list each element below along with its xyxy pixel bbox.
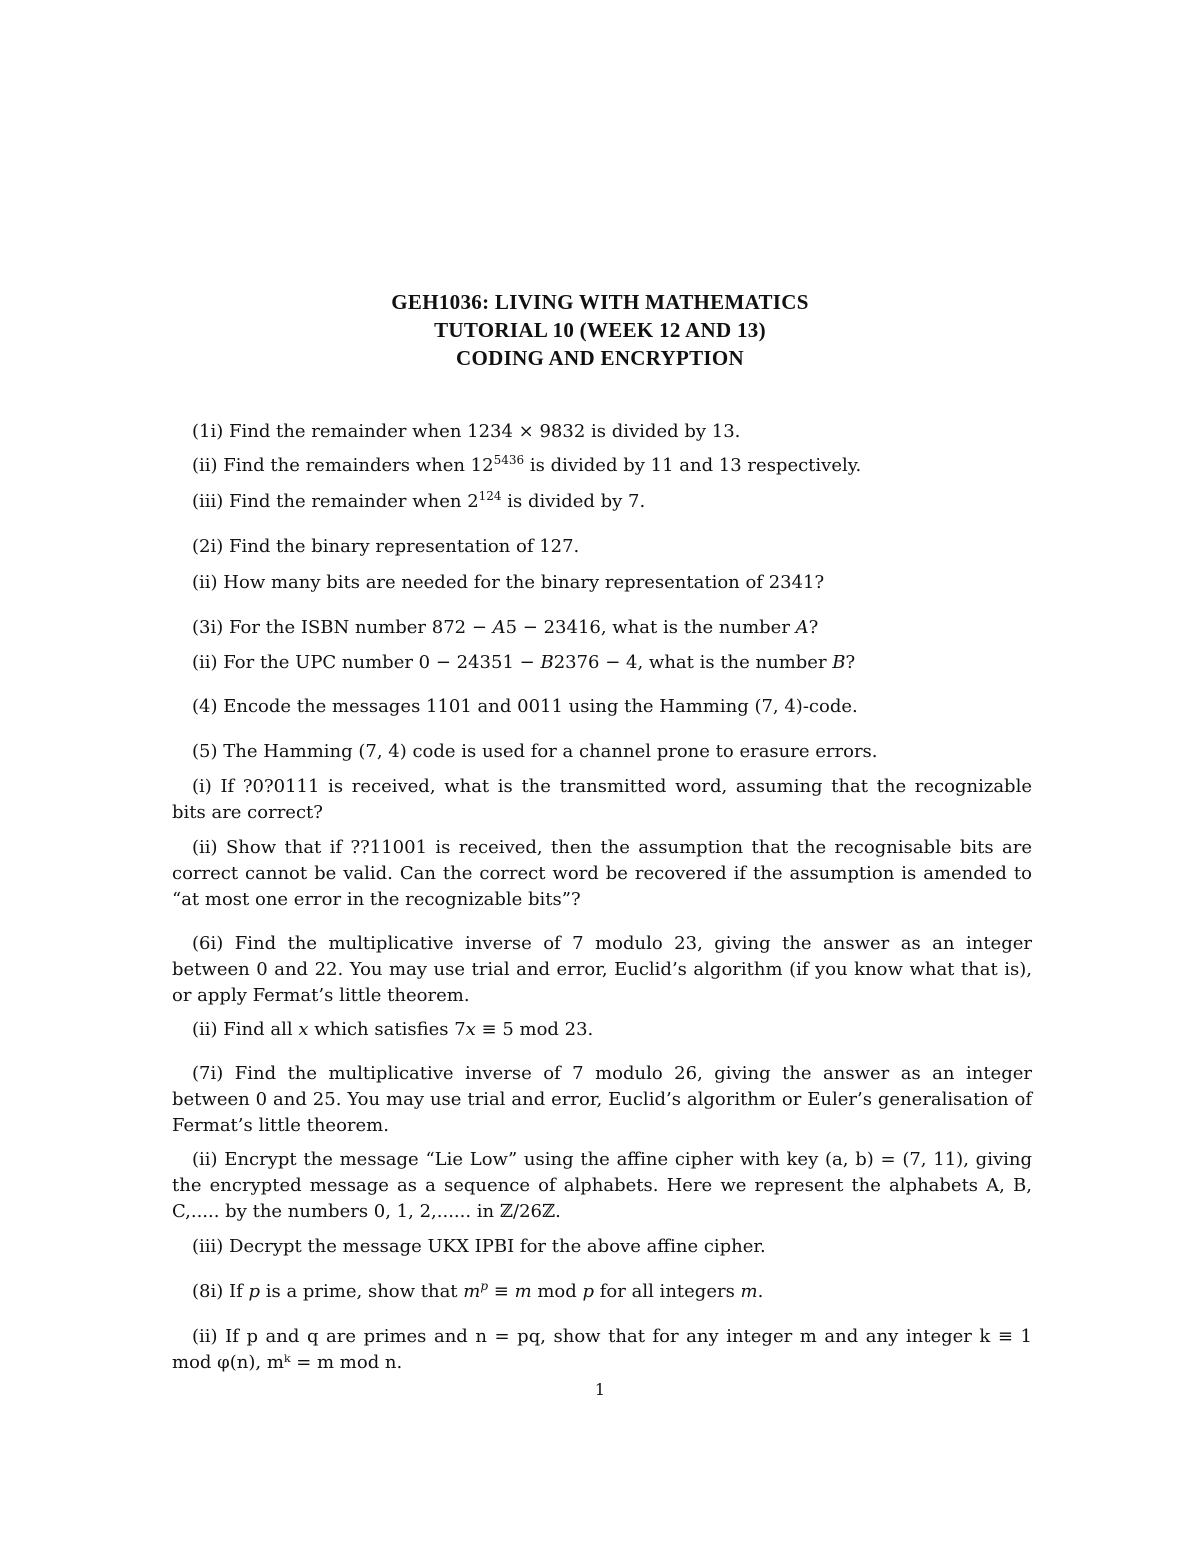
q5-i-text: (i) If ?0?0111 is received, what is the transmitted word, assuming that the recognizable bits are correct? — [172, 776, 1032, 823]
q3-i-var: A — [492, 617, 506, 638]
title-line-2: TUTORIAL 10 (WEEK 12 AND 13) — [434, 318, 766, 342]
q2-ii: (ii) How many bits are needed for the binary representation of 2341? — [192, 572, 825, 593]
title-line-3: CODING AND ENCRYPTION — [456, 346, 744, 370]
q3-ii-pre: (ii) For the UPC number 0 − 24351 − — [192, 652, 541, 673]
q5-i — [172, 774, 1032, 826]
q8-ii — [172, 1324, 1032, 1376]
q1-ii — [172, 453, 1032, 479]
title-line-1: GEH1036: LIVING WITH MATHEMATICS — [391, 290, 809, 314]
q7-i-text: (7i) Find the multiplicative inverse of 7 modulo 26, giving the answer as an integer between 0 and 25. You may use trial and error, Euclid’s algorithm or Euler’s generalisation of Fermat’s little theorem. — [172, 1063, 1032, 1136]
q3-ii-end: ? — [845, 652, 856, 673]
q8-i-p: p — [248, 1281, 261, 1302]
q1-ii-pre: (ii) Find the remainders when 12 — [192, 455, 494, 476]
q3-i-end: ? — [808, 617, 819, 638]
q7-iii: (iii) Decrypt the message UKX IPBI for the above affine cipher. — [192, 1236, 766, 1257]
q3-ii — [172, 650, 1032, 676]
q6-ii-pre: (ii) Find all — [192, 1019, 299, 1040]
q6-i — [172, 931, 1032, 1009]
q1-iii — [172, 489, 1032, 515]
q3-i-pre: (3i) For the ISBN number 872 − — [192, 617, 493, 638]
q3-ii-var2: B — [832, 652, 846, 673]
q1-iii-exponent: 124 — [478, 488, 502, 503]
q6-ii-var: x — [298, 1019, 309, 1040]
q5-intro: (5) The Hamming (7, 4) code is used for a channel prone to erasure errors. — [192, 741, 878, 762]
q8-i-mid2: ≡ — [488, 1281, 515, 1302]
q2-i: (2i) Find the binary representation of 127. — [192, 536, 580, 557]
q6-ii-mid: which satisfies 7 — [308, 1019, 466, 1040]
q3-i-var2: A — [795, 617, 809, 638]
q8-ii-text: (ii) If p and q are primes and n = pq, show that for any integer m and any integer k ≡ 1 mod φ(n), mᵏ = m mod n. — [172, 1326, 1032, 1373]
q5-ii-text: (ii) Show that if ??11001 is received, then the assumption that the recognisable bits are correct cannot be valid. Can the correct word be recovered if the assumption is amended to “at most one error in the recognizable bits”? — [172, 837, 1032, 910]
q1-ii-post: is divided by 11 and 13 respectively. — [524, 455, 862, 476]
q3-ii-mid: 2376 − 4, what is the number — [553, 652, 833, 673]
q8-i — [172, 1279, 1032, 1305]
q1-iii-post: is divided by 7. — [501, 491, 646, 512]
q3-i — [172, 615, 1032, 641]
q3-ii-var: B — [540, 652, 554, 673]
page-number: 1 — [594, 1380, 606, 1399]
q8-i-exp: p — [480, 1278, 489, 1293]
q5-ii — [172, 835, 1032, 913]
q6-ii-post: ≡ 5 mod 23. — [475, 1019, 594, 1040]
q1-i: (1i) Find the remainder when 1234 × 9832 is divided by 13. — [192, 421, 741, 442]
q8-i-m3: m — [740, 1281, 758, 1302]
q6-ii-var2: x — [465, 1019, 476, 1040]
q4: (4) Encode the messages 1101 and 0011 using the Hamming (7, 4)-code. — [192, 696, 858, 717]
q7-ii — [172, 1147, 1032, 1225]
q7-i — [172, 1061, 1032, 1139]
q8-i-m2: m — [514, 1281, 532, 1302]
q7-ii-text: (ii) Encrypt the message “Lie Low” using the affine cipher with key (a, b) = (7, 11), giving the encrypted message as a sequence of alphabets. Here we represent the alphabets A, B, C,..... by the numbers 0, 1, 2,...... in ℤ/26ℤ. — [172, 1149, 1032, 1222]
q8-i-p2: p — [582, 1281, 595, 1302]
q8-i-m: m — [463, 1281, 481, 1302]
q3-i-mid: 5 − 23416, what is the number — [505, 617, 796, 638]
q8-i-end: . — [757, 1281, 764, 1302]
q6-i-text: (6i) Find the multiplicative inverse of 7 modulo 23, giving the answer as an integer between 0 and 22. You may use trial and error, Euclid’s algorithm (if you know what that is), or apply Fermat’s little theorem. — [172, 933, 1032, 1006]
q1-iii-pre: (iii) Find the remainder when 2 — [192, 491, 479, 512]
q6-ii — [172, 1017, 1032, 1043]
q8-i-pre: (8i) If — [192, 1281, 249, 1302]
q8-i-mid: is a prime, show that — [260, 1281, 464, 1302]
q8-i-mid3: mod — [531, 1281, 583, 1302]
q1-ii-exponent: 5436 — [493, 452, 525, 467]
q8-i-mid4: for all integers — [594, 1281, 741, 1302]
